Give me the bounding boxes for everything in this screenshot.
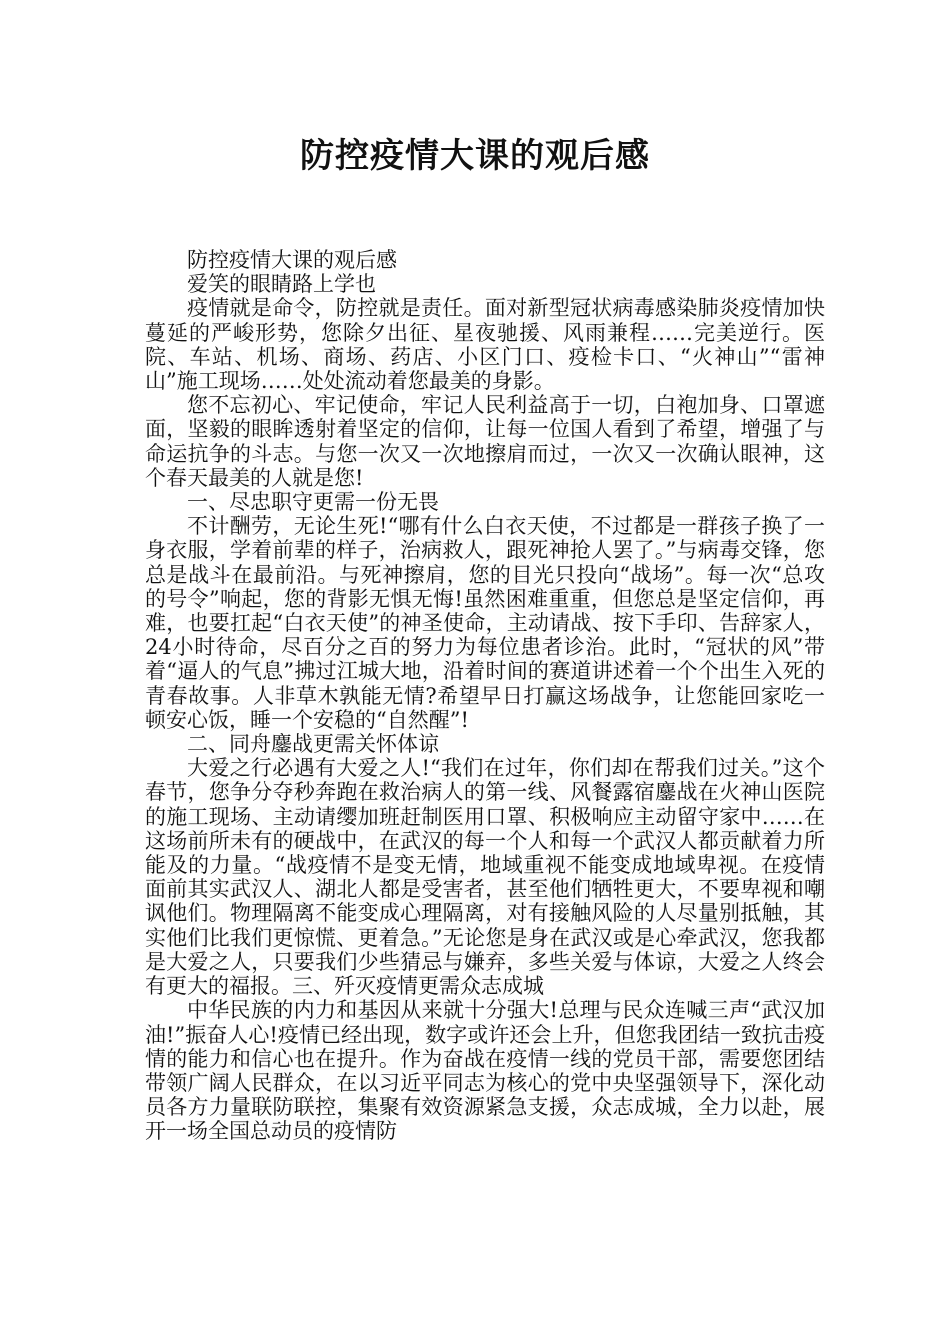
body-paragraph: 不计酬劳，无论生死!“哪有什么白衣天使，不过都是一群孩子换了一身衣服，学着前辈的样子，治病救人，跟死神抢人罢了。”与病毒交锋，您总是战斗在最前沿。与死神擦肩，您的目光只投向“战场”。每一次“总攻的号令”响起，您的背影无惧无悔!虽然困难重重，但您总是坚定信仰，再难，也要扛起“白衣天使”的神圣使命，主动请战、按下手印、告辞家人，24小时待命，尽百分之百的努力为每位患者诊治。此时，“冠状的风”带着“逼人的气息”拂过江城大地，沿着时间的赛道讲述着一个个出生入死的青春故事。人非草木孰能无情?希望早日打赢这场战争，让您能回家吃一顿安心饭，睡一个安稳的“自然醒”! [145, 514, 825, 732]
body-paragraph: 您不忘初心、牢记使命，牢记人民利益高于一切，白袍加身、口罩遮面，坚毅的眼眸透射着坚定的信仰，让每一位国人看到了希望，增强了与命运抗争的斗志。与您一次又一次地擦肩而过，一次又一次确认眼神，这个春天最美的人就是您! [145, 393, 825, 490]
section-heading: 一、尽忠职守更需一份无畏 [187, 490, 439, 515]
body-paragraph: 防控疫情大课的观后感 [187, 248, 397, 272]
body-paragraph: 疫情就是命令，防控就是责任。面对新型冠状病毒感染肺炎疫情加快蔓延的严峻形势，您除夕出征、星夜驰援、风雨兼程……完美逆行。医院、车站、机场、商场、药店、小区门口、疫检卡口、“火神山”“雷神山”施工现场……处处流动着您最美的身影。 [145, 296, 825, 394]
section-heading: 二、同舟鏖战更需关怀体谅 [187, 732, 439, 757]
body-paragraph: 中华民族的内力和基因从来就十分强大!总理与民众连喊三声“武汉加油!”振奋人心!疫情已经出现，数字或许还会上升，但您我团结一致抗击疫情的能力和信心也在提升。作为奋战在疫情一线的党员干部，需要您团结带领广阔人民群众，在以习近平同志为核心的党中央坚强领导下，深化动员各方力量联防联控，集聚有效资源紧急支援，众志成城，全力以赴，展开一场全国总动员的疫情防 [145, 998, 825, 1144]
body-paragraph: 大爱之行必遇有大爱之人!“我们在过年，你们却在帮我们过关。”这个春节，您争分夺秒奔跑在救治病人的第一线、风餐露宿鏖战在火神山医院的施工现场、主动请缨加班赶制医用口罩、积极响应主动留守家中……在这场前所未有的硬战中，在武汉的每一个人和每一个武汉人都贡献着力所能及的力量。“战疫情不是变无情，地域重视不能变成地域卑视。在疫情面前其实武汉人、湖北人都是受害者，甚至他们牺牲更大，不要卑视和嘲讽他们。物理隔离不能变成心理隔离，对有接触风险的人尽量别抵触，其实他们比我们更惊慌、更着急。”无论您是身在武汉或是心牵武汉，您我都是大爱之人，只要我们少些猜忌与嫌弃，多些关爱与体谅，大爱之人终会有更大的福报。三、歼灭疫情更需众志成城 [145, 756, 825, 999]
document-title: 防控疫情大课的观后感 [300, 136, 650, 176]
body-paragraph: 爱笑的眼睛路上学也 [187, 272, 376, 297]
document-body [145, 248, 825, 1144]
